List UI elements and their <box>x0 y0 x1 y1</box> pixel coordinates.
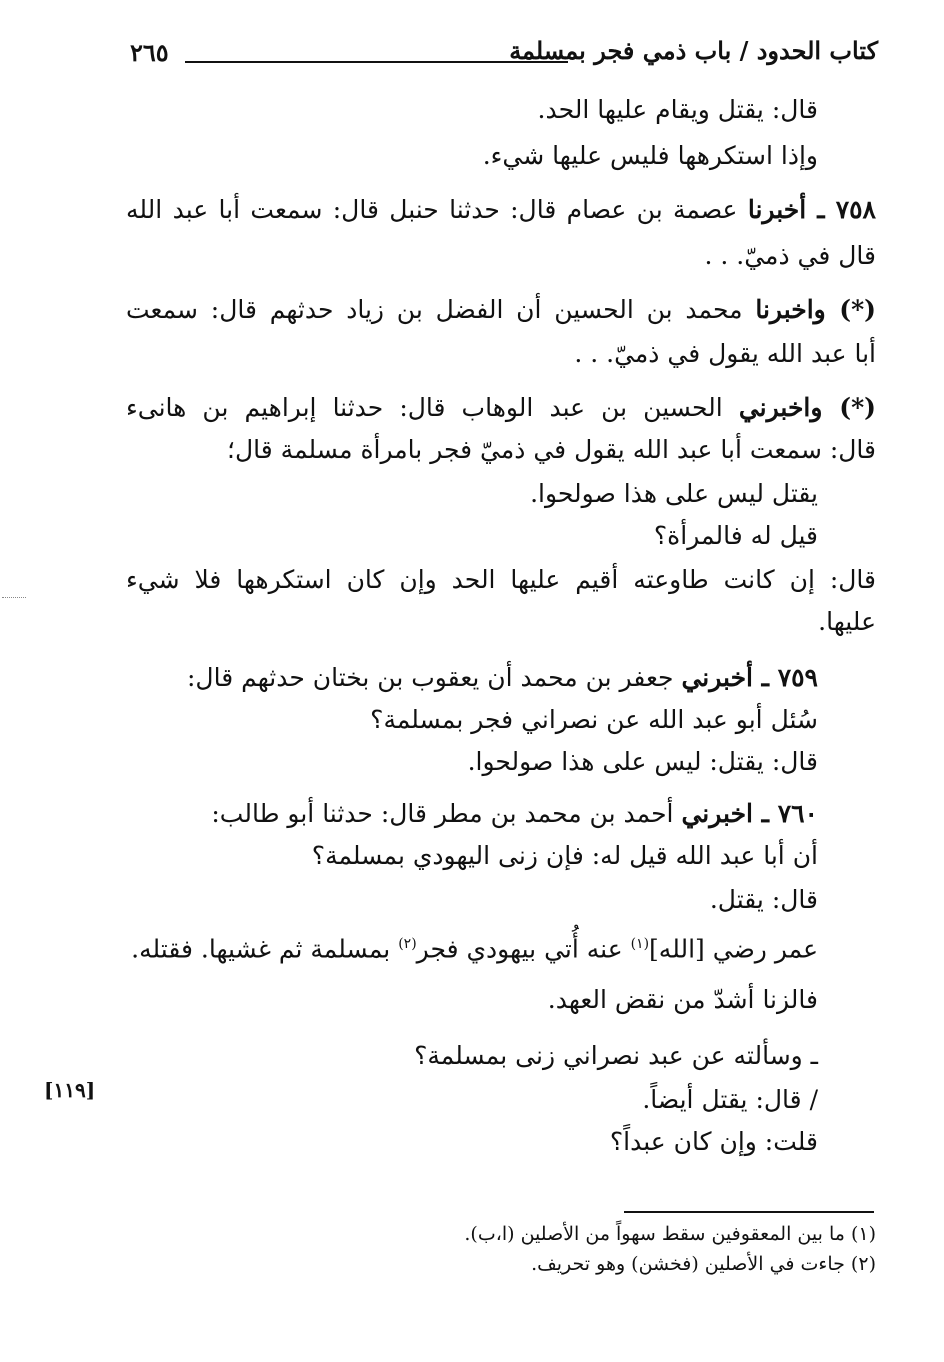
text-line: سُئل أبو عبد الله عن نصراني فجر بمسلمة؟ <box>370 705 818 734</box>
text-line: قال في ذميّ. . . <box>704 241 876 270</box>
text-line: قال: يقتل. <box>709 885 818 914</box>
text-line: أن أبا عبد الله قيل له: فإن زنى اليهودي بمسلمة؟ <box>311 841 818 870</box>
text-line-with-footnote-refs: عمر رضي [الله]$^{(١)}$ عنه أُتي بيهودي فجر$^{(٢)}$ بمسلمة ثم غشيها. فقتله. <box>131 934 818 964</box>
text-line: عليها. <box>818 607 876 636</box>
hadith-758-line: ٧٥٨ ـ أخبرنا عصمة بن عصام قال: حدثنا حنبل قال: سمعت أبا عبد الله <box>126 195 876 224</box>
footnote: (١) ما بين المعقوفين سقط سهواً من الأصلين (ا،ب). <box>464 1223 876 1245</box>
text-line: قال: يقتل: ليس على هذا صولحوا. <box>467 747 818 776</box>
hadith-number: ٧٥٩ ـ أخبرني <box>681 663 818 692</box>
hadith-760-line: ٧٦٠ ـ اخبرني أحمد بن محمد بن مطر قال: حدثنا أبو طالب: <box>211 799 818 828</box>
page-number: ٢٦٥ <box>130 38 169 67</box>
hadith-number: ٧٥٨ ـ أخبرنا <box>747 195 876 224</box>
text-line: قال: سمعت أبا عبد الله يقول في ذميّ فجر بامرأة مسلمة قال؛ <box>227 435 876 464</box>
footnote-ref: (٢) <box>398 936 417 952</box>
running-header <box>120 34 878 74</box>
running-title: كتاب الحدود / باب ذمي فجر بمسلمة <box>509 36 878 65</box>
text-line: وإذا استكرهها فليس عليها شيء. <box>482 141 818 170</box>
text-line: قيل له فالمرأة؟ <box>653 521 818 550</box>
scan-edge-mark <box>2 597 26 598</box>
footnote-rule <box>624 1211 874 1213</box>
text-line: قلت: وإن كان عبداً؟ <box>609 1127 818 1156</box>
text-line: قال: إن كانت طاوعته أقيم عليها الحد وإن كان استكرهها فلا شيء <box>126 565 876 594</box>
hadith-marker: (*) واخبرنا <box>755 295 876 324</box>
manuscript-folio-ref: [١١٩] <box>44 1078 96 1102</box>
text-line: / قال: يقتل أيضاً. <box>642 1085 818 1114</box>
footnote-ref: (١) <box>630 936 650 952</box>
text-line: قال: يقتل ويقام عليها الحد. <box>537 95 818 124</box>
hadith-marker: (*) واخبرني <box>738 393 876 422</box>
text-line: ـ وسألته عن عبد نصراني زنى بمسلمة؟ <box>414 1041 818 1070</box>
text-line: أبا عبد الله يقول في ذميّ. . . <box>574 339 876 368</box>
footnote: (٢) جاءت في الأصلين (فخشن) وهو تحريف. <box>531 1253 876 1275</box>
text-line: (*) واخبرني الحسين بن عبد الوهاب قال: حدثنا إبراهيم بن هانىء <box>126 393 876 422</box>
text-line: يقتل ليس على هذا صولحوا. <box>530 479 818 508</box>
hadith-number: ٧٦٠ ـ اخبرني <box>681 799 818 828</box>
text-line: فالزنا أشدّ من نقض العهد. <box>547 985 818 1014</box>
hadith-759-line: ٧٥٩ ـ أخبرني جعفر بن محمد أن يعقوب بن بختان حدثهم قال: <box>186 663 818 692</box>
text-line: (*) واخبرنا محمد بن الحسين أن الفضل بن زياد حدثهم قال: سمعت <box>126 295 876 324</box>
